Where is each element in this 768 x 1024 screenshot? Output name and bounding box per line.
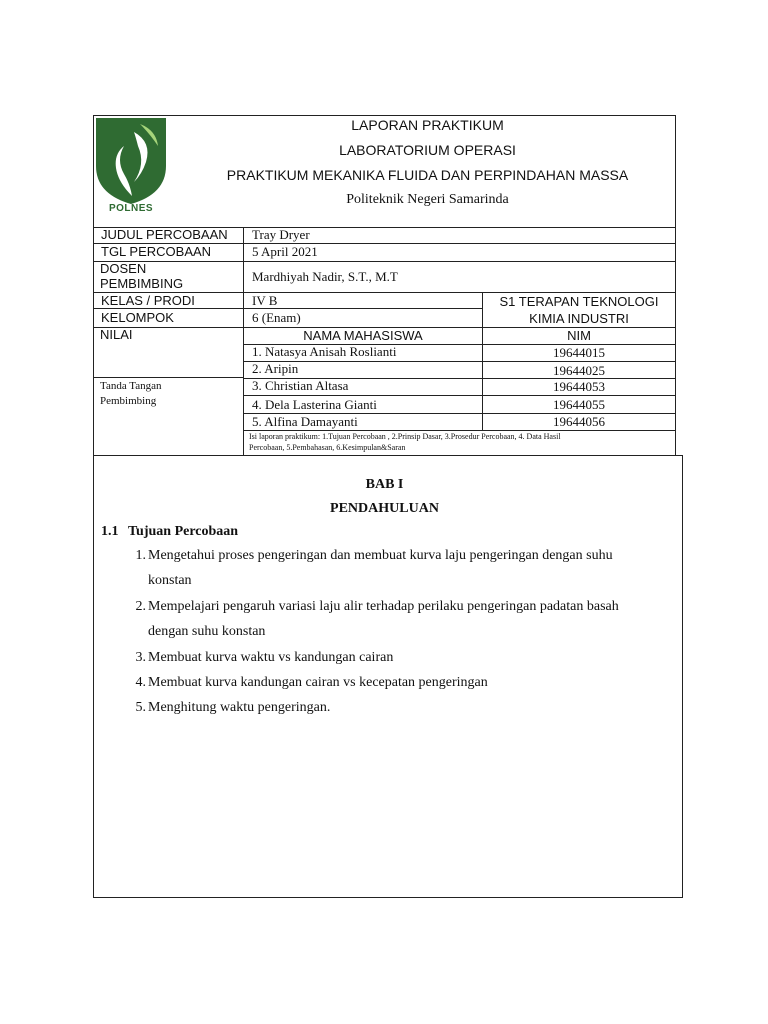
student-nim-4: 19644055	[482, 395, 676, 414]
isi-laporan-line1: Isi laporan praktikum: 1.Tujuan Percobaan , 2.Prinsip Dasar, 3.Prosedur Percobaan, 4. Data Hasil	[249, 432, 561, 441]
nim-header: NIM	[482, 327, 676, 345]
student-nim-2: 19644025	[482, 361, 676, 379]
student-name-2: 2. Aripin	[243, 361, 483, 379]
objective-number: 2.	[135, 599, 146, 614]
header-title-line3: PRAKTIKUM MEKANIKA FLUIDA DAN PERPINDAHAN MASSA	[226, 167, 629, 183]
kelompok-label: KELOMPOK	[93, 308, 244, 328]
student-name-3: 3. Christian Altasa	[243, 378, 483, 396]
judul-value: Tray Dryer	[243, 227, 676, 244]
dosen-label-line1: DOSEN	[100, 261, 147, 276]
tanda-tangan-line2: Pembimbing	[100, 395, 157, 407]
objective-text-continued: dengan suhu konstan	[148, 624, 266, 639]
objective-text: Membuat kurva kandungan cairan vs kecepatan pengeringan	[148, 675, 488, 690]
polnes-logo-text: POLNES	[108, 203, 154, 214]
tgl-label: TGL PERCOBAAN	[93, 243, 244, 262]
student-name-5: 5. Alfina Damayanti	[243, 413, 483, 431]
header-title-line4: Politeknik Negeri Samarinda	[346, 192, 509, 207]
tanda-tangan-line1: Tanda Tangan	[100, 380, 162, 392]
student-nim-3: 19644053	[482, 378, 676, 396]
objective-text: Menghitung waktu pengeringan.	[148, 700, 331, 715]
objective-text-continued: konstan	[148, 573, 192, 588]
isi-laporan-line2: Percobaan, 5.Pembahasan, 6.Kesimpulan&Saran	[249, 443, 406, 452]
kelas-value: IV B	[243, 292, 483, 309]
nilai-label: NILAI	[100, 327, 133, 342]
dosen-value: Mardhiyah Nadir, S.T., M.T	[243, 261, 676, 293]
dosen-label-line2: PEMBIMBING	[100, 276, 184, 291]
nama-mahasiswa-header: NAMA MAHASISWA	[243, 327, 483, 345]
student-nim-5: 19644056	[482, 413, 676, 431]
header-title-line2: LABORATORIUM OPERASI	[339, 142, 516, 158]
chapter-title: PENDAHULUAN	[330, 501, 439, 516]
prodi-line2: KIMIA INDUSTRI	[529, 311, 629, 326]
chapter-number: BAB I	[365, 477, 404, 492]
objective-number: 5.	[135, 700, 146, 715]
tgl-value: 5 April 2021	[243, 243, 676, 262]
nilai-divider	[93, 377, 244, 378]
header-title-line1: LAPORAN PRAKTIKUM	[351, 117, 504, 133]
polnes-shield-icon	[94, 116, 168, 206]
objective-text: Mengetahui proses pengeringan dan membuat kurva laju pengeringan dengan suhu	[148, 548, 613, 563]
student-nim-1: 19644015	[482, 344, 676, 362]
objective-number: 3.	[135, 650, 146, 665]
polnes-logo	[94, 116, 168, 216]
judul-label: JUDUL PERCOBAAN	[93, 227, 244, 244]
objective-number: 1.	[135, 548, 146, 563]
section-number: 1.1	[101, 524, 119, 539]
student-name-4: 4. Dela Lasterina Gianti	[243, 395, 483, 414]
kelas-label: KELAS / PRODI	[93, 292, 244, 309]
kelompok-value: 6 (Enam)	[243, 308, 483, 328]
objective-text: Membuat kurva waktu vs kandungan cairan	[148, 650, 394, 665]
section-title: Tujuan Percobaan	[128, 524, 239, 539]
objective-text: Mempelajari pengaruh variasi laju alir terhadap perilaku pengeringan padatan basah	[148, 599, 619, 614]
prodi-line1: S1 TERAPAN TEKNOLOGI	[499, 294, 659, 309]
objective-number: 4.	[135, 675, 146, 690]
student-name-1: 1. Natasya Anisah Roslianti	[243, 344, 483, 362]
